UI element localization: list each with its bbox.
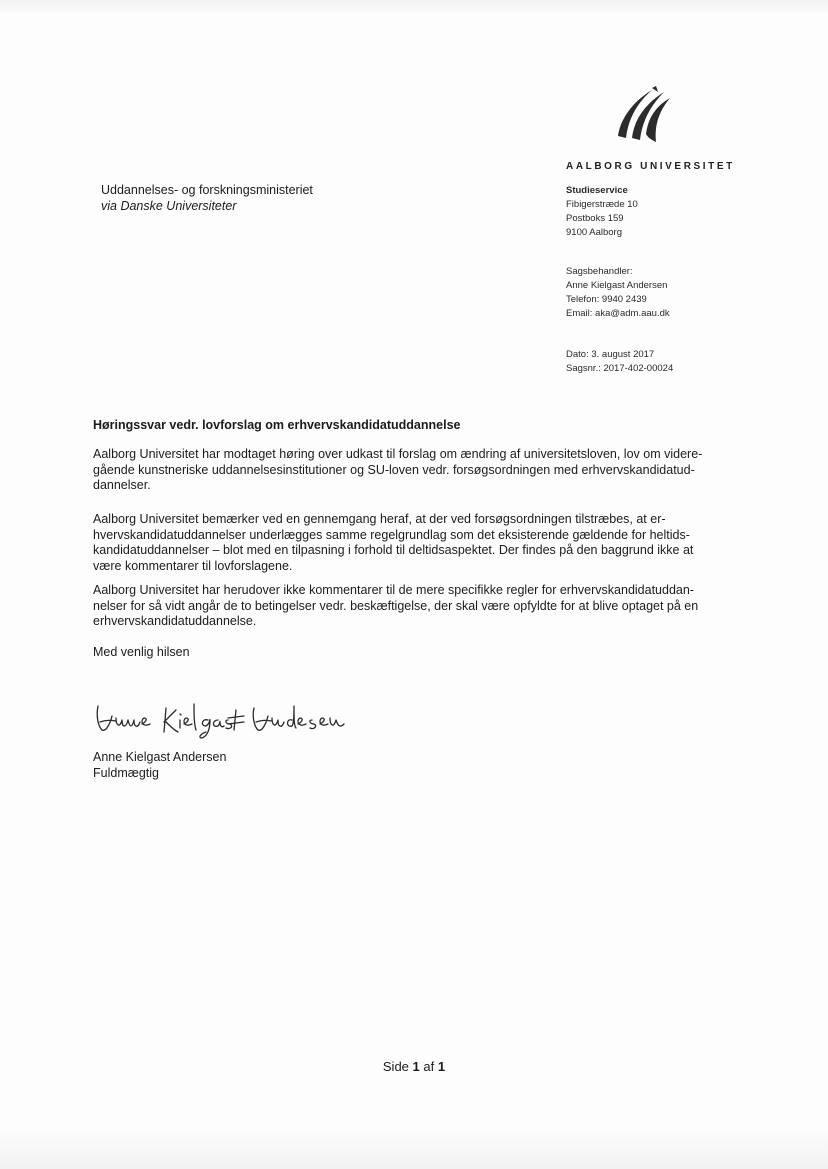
signer-name: Anne Kielgast Andersen xyxy=(93,750,227,764)
recipient-block xyxy=(101,182,313,214)
closing-greeting: Med venlig hilsen xyxy=(93,645,190,659)
scan-shadow-bottom xyxy=(0,1129,828,1169)
handler-label: Sagsbehandler: xyxy=(566,266,633,277)
sender-pobox: Postboks 159 xyxy=(566,213,624,224)
footer-page-total: 1 xyxy=(437,1059,446,1074)
university-wordmark: AALBORG UNIVERSITET xyxy=(566,161,735,172)
footer-prefix: Side xyxy=(382,1059,409,1074)
letter-date: Dato: 3. august 2017 xyxy=(566,349,655,360)
paragraph-3 xyxy=(93,583,733,630)
handwritten-signature xyxy=(94,694,384,742)
page-footer xyxy=(0,1059,828,1074)
footer-of: af xyxy=(423,1059,435,1074)
handler-phone: Telefon: 9940 2439 xyxy=(566,294,647,305)
scan-shadow-top xyxy=(0,0,828,14)
sender-address xyxy=(566,184,638,240)
case-handler-block xyxy=(566,265,670,321)
sender-street: Fibigerstræde 10 xyxy=(566,199,638,210)
date-block xyxy=(566,348,673,376)
recipient-name: Uddannelses- og forskningsministeriet xyxy=(101,183,313,197)
paragraph-line: være kommentarer til lovforslagene. xyxy=(93,558,293,573)
paragraph-line: gående kunstneriske uddannelsesinstitutioner og SU-loven vedr. forsøgsordningen med erhvervskandidatud- xyxy=(93,462,695,477)
handler-email: Email: aka@adm.aau.dk xyxy=(566,308,670,319)
signer-block xyxy=(93,749,226,781)
paragraph-line: kandidatuddannelser – blot med en tilpasning i forhold til deltidsaspektet. Der findes på den baggrund ikke at xyxy=(93,543,694,557)
recipient-via: via Danske Universiteter xyxy=(101,199,237,213)
handler-name: Anne Kielgast Andersen xyxy=(566,280,668,291)
footer-page-number: 1 xyxy=(412,1059,420,1074)
case-number: Sagsnr.: 2017-402-00024 xyxy=(566,363,674,374)
sender-department: Studieservice xyxy=(566,185,628,196)
paragraph-line: erhvervskandidatuddannelse. xyxy=(93,614,257,628)
paragraph-line: Aalborg Universitet har herudover ikke kommentarer til de mere specifikke regler for erhvervskandidatuddan- xyxy=(93,583,694,597)
paragraph-2 xyxy=(93,512,733,574)
letter-subject: Høringssvar vedr. lovforslag om erhvervskandidatuddannelse xyxy=(93,418,461,432)
sender-city: 9100 Aalborg xyxy=(566,227,622,238)
paragraph-line: Aalborg Universitet har modtaget høring over udkast til forslag om ændring af universitetsloven, lov om videre- xyxy=(93,447,703,461)
signer-title: Fuldmægtig xyxy=(93,766,159,780)
paragraph-line: nelser for så vidt angår de to betingelser vedr. beskæftigelse, der skal være opfyldte for at blive optaget på en xyxy=(93,598,699,613)
aau-logo-mark-icon xyxy=(612,86,674,144)
paragraph-1 xyxy=(93,447,733,494)
paragraph-line: dannelser. xyxy=(93,478,151,492)
paragraph-line: Aalborg Universitet bemærker ved en gennemgang heraf, at der ved forsøgsordningen tilstræbes, at er- xyxy=(93,512,666,526)
paragraph-line: hvervskandidatuddannelser underlægges samme regelgrundlag som det eksisterende gældende for heltids- xyxy=(93,527,690,542)
